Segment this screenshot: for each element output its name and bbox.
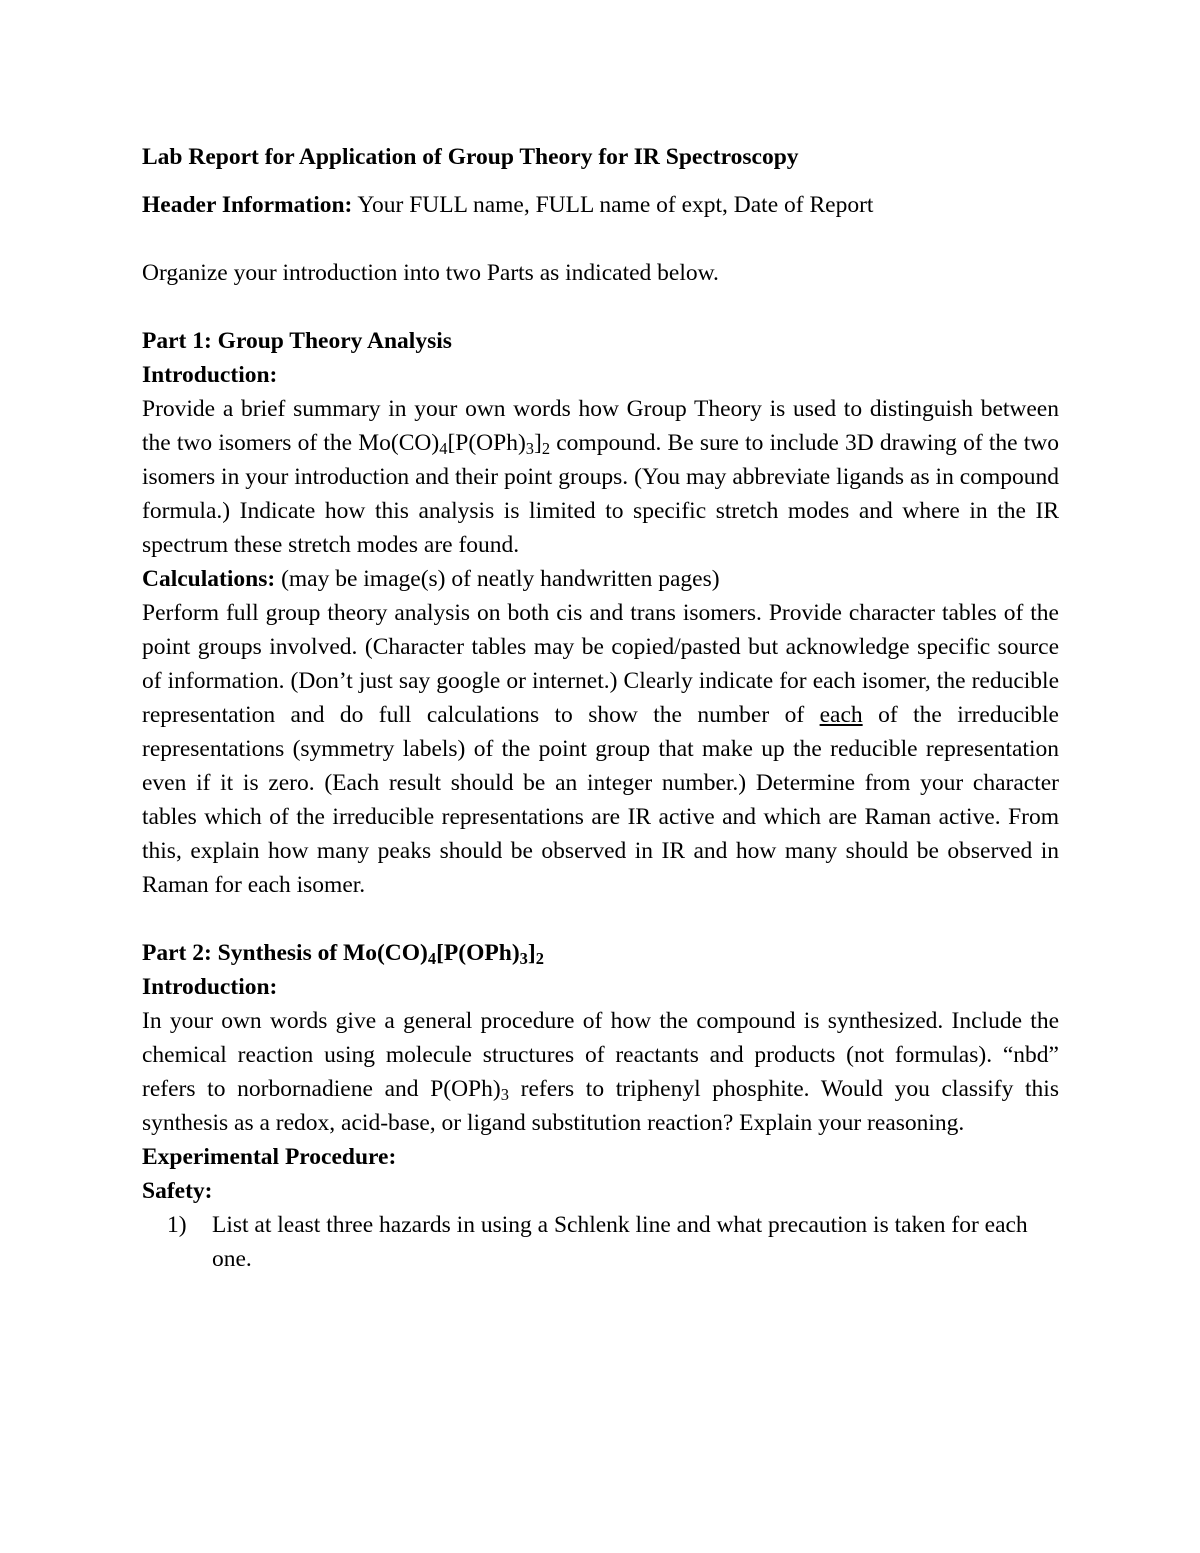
document-page [142, 140, 1059, 1276]
list-item [167, 1208, 1059, 1276]
organize-instruction: Organize your introduction into two Parts as indicated below. [142, 260, 719, 286]
list-item-number: 1) [167, 1212, 187, 1238]
part2-introduction-text: In your own words give a general procedure of how the compound is synthesized. Include the chemical reaction using molecule structures of reactants and products (not formulas). “nbd” refers to norbornadiene and $P(OPh)_3$ refers to triphenyl phosphite. Would you classify this synthesis as a redox, acid-base, or ligand substitution reaction? Explain your reasoning. [142, 1008, 1059, 1136]
part1-calculations-text: Perform full group theory analysis on both cis and trans isomers. Provide character tables of the point groups involved. (Character tables may be copied/pasted but acknowledge specific source of information. (Don’t just say google or internet.) Clearly indicate for each isomer, the reducible representation and do full calculations to show the number of each of the irreducible representations (symmetry labels) of the point group that make up the reducible representation even if it is zero. (Each result should be an integer number.) Determine from your character tables which of the irreducible representations are IR active and which are Raman active. From this, explain how many peaks should be observed in IR and how many should be observed in Raman for each isomer. [142, 600, 1059, 898]
header-information-label: Header Information: [142, 192, 353, 218]
part1-heading: Part 1: Group Theory Analysis [142, 328, 452, 354]
part1-introduction-label: Introduction: [142, 362, 278, 388]
part1-introduction-text: Provide a brief summary in your own words how Group Theory is used to distinguish between the two isomers of the $Mo(CO)_4[P(OPh)_3]_2$ compound. Be sure to include 3D drawing of the two isomers in your introduction and their point groups. (You may abbreviate ligands as in compound formula.) Indicate how this analysis is limited to specific stretch modes and where in the IR spectrum these stretch modes are found. [142, 396, 1059, 558]
underlined-word: each [819, 702, 863, 728]
header-information [142, 188, 1059, 222]
safety-label: Safety: [142, 1178, 213, 1204]
part1-calculations [142, 562, 1059, 596]
experimental-procedure-label: Experimental Procedure: [142, 1144, 397, 1170]
document-title: Lab Report for Application of Group Theory for IR Spectroscopy [142, 144, 799, 170]
header-information-text: Your FULL name, FULL name of expt, Date of Report [352, 192, 874, 218]
part2-heading: Part 2: Synthesis of $Mo(CO)_4[P(OPh)_3]_2$ [142, 940, 544, 969]
calculations-note: (may be image(s) of neatly handwritten pages) [275, 566, 720, 592]
part2-introduction-label: Introduction: [142, 974, 278, 1000]
safety-list [142, 1208, 1059, 1276]
list-item-text: List at least three hazards in using a Schlenk line and what precaution is taken for each one. [212, 1212, 1028, 1272]
calculations-label: Calculations: [142, 566, 276, 592]
